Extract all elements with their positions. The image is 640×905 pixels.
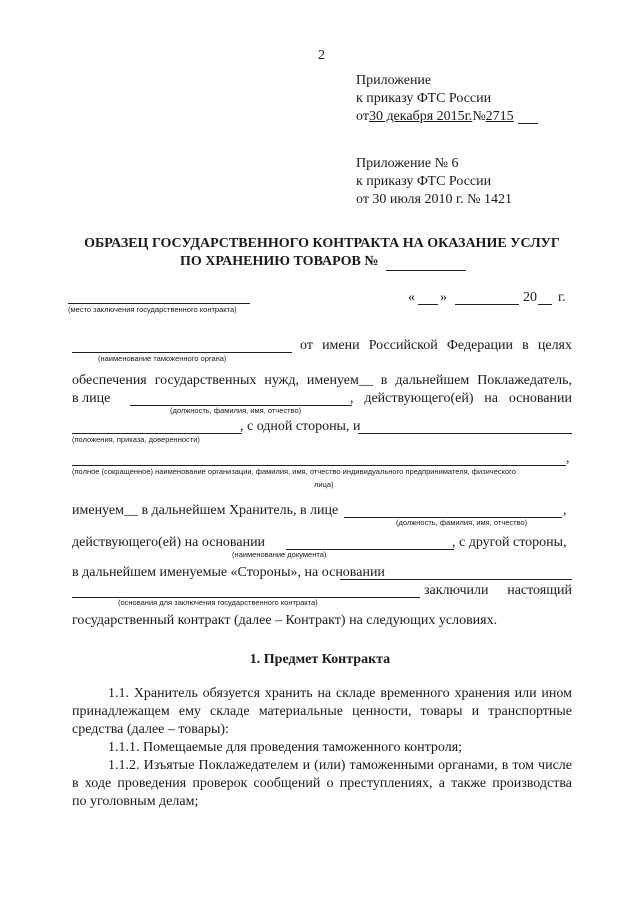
body-line7-right: , с другой стороны, (452, 535, 567, 550)
date-month-blank (455, 304, 519, 305)
custodian-representative-caption: (должность, фамилия, имя, отчество) (396, 518, 528, 527)
depositor-basis-blank (72, 433, 242, 434)
section1-p1-line2: принадлежащем ему складе материальные ценности, товары и транспортные (72, 704, 572, 719)
customs-body-blank (72, 352, 292, 353)
section1-p1-line1: 1.1. Хранитель обязуется хранить на складе временного хранения или ином (108, 686, 572, 701)
custodian-name-caption-2: лица) (314, 480, 334, 489)
body-line5-comma: , (566, 451, 570, 466)
section1-p3-line3: по уголовным делам; (72, 794, 199, 809)
annex-original-line1: Приложение № 6 (356, 156, 459, 171)
body-line7-left: действующего(ей) на основании (72, 535, 266, 550)
document-title-line1: ОБРАЗЕЦ ГОСУДАРСТВЕННОГО КОНТРАКТА НА ОКАЗАНИЕ УСЛУГ (84, 236, 560, 251)
contract-number-blank (386, 270, 466, 271)
annex-current-line1: Приложение (356, 73, 432, 88)
place-blank (68, 303, 250, 304)
annex-current-from: от (356, 109, 369, 124)
page-number: 2 (318, 48, 325, 63)
body-line3-left: в лице (72, 391, 111, 406)
annex-original-line2: к приказу ФТС России (356, 174, 492, 189)
annex-current-num-label: № (472, 109, 486, 124)
body-line2-text: обеспечения государственных нужд, именуем__ в дальнейшем Поклажедатель, (72, 373, 572, 388)
custodian-name-blank-2 (72, 465, 566, 466)
customs-body-caption: (наименование таможенного органа) (98, 354, 227, 363)
section1-p3-line2: в ходе проведения проверок сообщений о преступлениях, а также производства (72, 776, 572, 791)
section1-p3-line1: 1.1.2. Изъятые Поклажедателем и (или) таможенными органами, в том числе (108, 758, 572, 773)
annex-current-line2: к приказу ФТС России (356, 91, 492, 106)
date-year-prefix: 20 (523, 290, 537, 305)
annex-current-line3 (356, 109, 514, 125)
contract-grounds-blank-1 (340, 579, 572, 580)
annex-current-num: 2715 (485, 109, 514, 124)
date-close-quote: » (440, 290, 447, 305)
body-line9-text: заключили настоящий (424, 583, 572, 598)
custodian-name-blank-1 (358, 433, 572, 434)
body-line3-right: , действующего(ей) на основании (350, 391, 572, 406)
body-line6-text: именуем__ в дальнейшем Хранитель, в лице (72, 503, 339, 518)
annex-current-date: 30 декабря 2015г. (368, 109, 473, 124)
annex-num-underline-ext (518, 123, 538, 124)
body-line8-text: в дальнейшем именуемые «Стороны», на основании (72, 565, 385, 580)
section1-p1-line3: средства (далее – товары): (72, 722, 229, 737)
custodian-name-caption: (полное (сокращенное) наименование организации, фамилия, имя, отчество индивидуального предпринимателя, физического (72, 467, 516, 476)
body-line1-text: от имени Российской Федерации в целях (300, 338, 572, 353)
place-caption: (место заключения государственного контракта) (68, 305, 237, 314)
date-year-suffix: г. (558, 290, 566, 305)
section1-p2: 1.1.1. Помещаемые для проведения таможенного контроля; (108, 740, 463, 755)
custodian-basis-caption: (наименование документа) (232, 550, 327, 559)
date-year-blank (538, 304, 552, 305)
date-open-quote: « (408, 290, 415, 305)
depositor-representative-caption: (должность, фамилия, имя, отчество) (170, 406, 302, 415)
section1-heading: 1. Предмет Контракта (249, 652, 391, 667)
document-title-line2: ПО ХРАНЕНИЮ ТОВАРОВ № (180, 254, 379, 269)
body-line6-comma: , (563, 503, 567, 518)
annex-original-line3: от 30 июля 2010 г. № 1421 (356, 192, 512, 207)
contract-grounds-caption: (основания для заключения государственного контракта) (118, 598, 318, 607)
body-line4-text: , с одной стороны, и (240, 419, 361, 434)
body-line10-text: государственный контракт (далее – Контракт) на следующих условиях. (72, 613, 498, 628)
date-day-blank (418, 304, 438, 305)
depositor-basis-caption: (положения, приказа, доверенности) (72, 435, 200, 444)
